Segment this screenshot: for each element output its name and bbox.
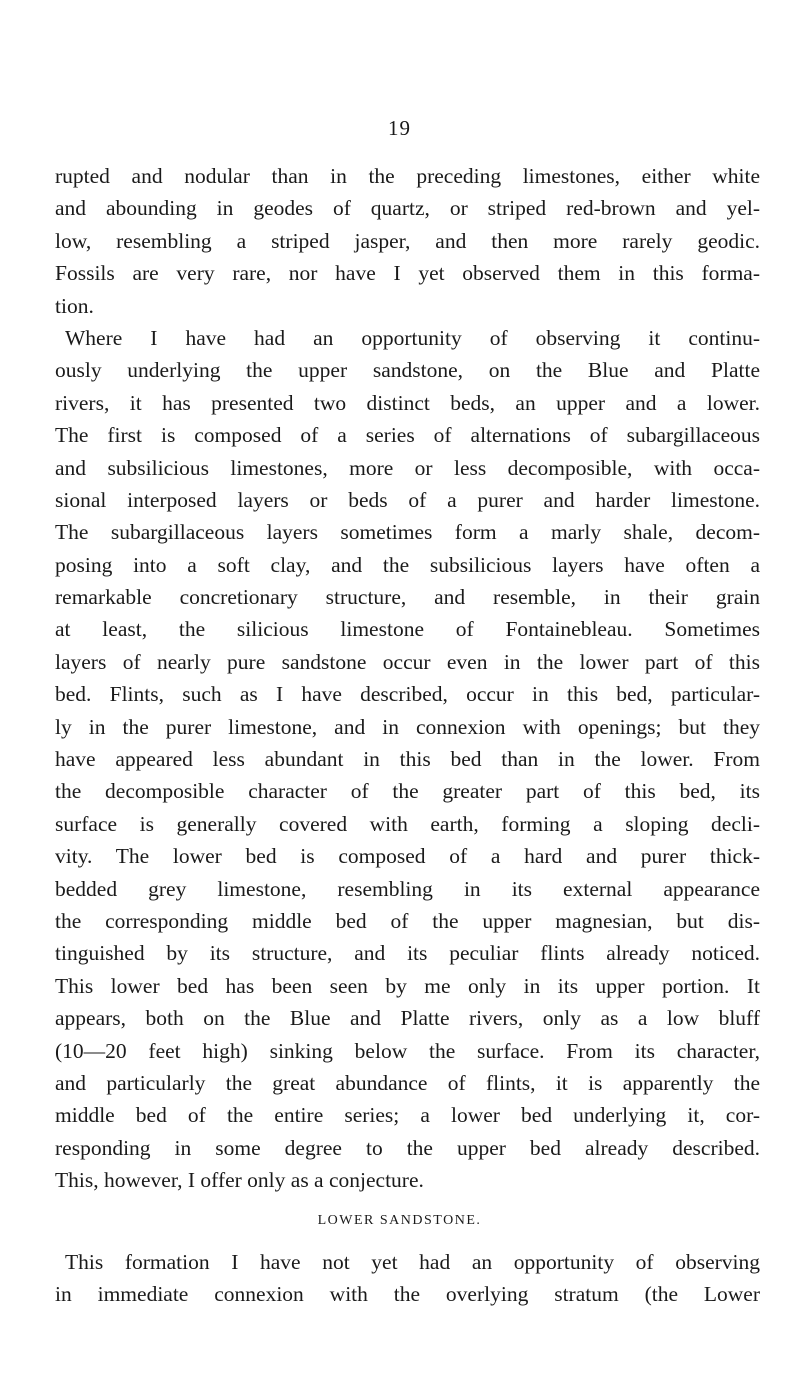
text-line: bedded grey limestone, resembling in its external appearance (55, 876, 760, 901)
text-line: rupted and nodular than in the preceding limestones, either white (55, 164, 760, 188)
text-line: at least, the silicious limestone of Fontainebleau. Sometimes (55, 617, 760, 642)
text-line: rivers, it has presented two distinct beds, an upper and a lower. (55, 390, 760, 415)
paragraph-continuation (55, 160, 760, 322)
text-line: This lower bed has been seen by me only in its upper portion. It (55, 973, 760, 998)
text-line: and abounding in geodes of quartz, or striped red-brown and yel- (55, 196, 760, 221)
body-text-block (55, 160, 760, 1197)
text-line: ly in the purer limestone, and in connexion with openings; but they (55, 714, 760, 739)
text-line: bed. Flints, such as I have described, occur in this bed, particular- (55, 682, 760, 707)
text-line: posing into a soft clay, and the subsilicious layers have often a (55, 552, 760, 577)
text-line: surface is generally covered with earth, forming a sloping decli- (55, 811, 760, 836)
text-line: vity. The lower bed is composed of a hard and purer thick- (55, 844, 760, 869)
text-line: in immediate connexion with the overlying stratum (the Lower (55, 1282, 760, 1307)
text-line: This formation I have not yet had an opportunity of observing (65, 1250, 760, 1274)
text-line: (10—20 feet high) sinking below the surface. From its character, (55, 1038, 760, 1063)
text-line: remarkable concretionary structure, and resemble, in their grain (55, 585, 760, 610)
text-line: appears, both on the Blue and Platte rivers, only as a low bluff (55, 1006, 760, 1031)
text-line: The subargillaceous layers sometimes form a marly shale, decom- (55, 520, 760, 545)
text-line: the corresponding middle bed of the upper magnesian, but dis- (55, 908, 760, 933)
text-line: Where I have had an opportunity of observing it continu- (65, 325, 760, 350)
text-line: ously underlying the upper sandstone, on the Blue and Platte (55, 358, 760, 383)
text-line: have appeared less abundant in this bed than in the lower. From (55, 747, 760, 772)
text-line: the decomposible character of the greater part of this bed, its (55, 779, 760, 804)
body-text-block-2 (55, 1246, 760, 1311)
text-line: Fossils are very rare, nor have I yet observed them in this forma- (55, 261, 760, 286)
text-line: responding in some degree to the upper bed already described. (55, 1135, 760, 1160)
text-line: The first is composed of a series of alternations of subargillaceous (55, 423, 760, 448)
section-heading: LOWER SANDSTONE. (317, 1213, 482, 1228)
paragraph-beds-description (55, 322, 760, 1197)
text-line: layers of nearly pure sandstone occur even in the lower part of this (55, 649, 760, 674)
text-line: middle bed of the entire series; a lower bed underlying it, cor- (55, 1103, 760, 1128)
text-line: This, however, I offer only as a conjecture. (55, 1168, 424, 1193)
text-line: tinguished by its structure, and its peculiar flints already noticed. (55, 941, 760, 966)
text-line: sional interposed layers or beds of a purer and harder limestone. (55, 487, 760, 512)
text-line: tion. (55, 293, 94, 318)
text-line: and particularly the great abundance of flints, it is apparently the (55, 1070, 760, 1095)
page-number: 19 (388, 116, 411, 140)
text-line: low, resembling a striped jasper, and then more rarely geodic. (55, 228, 760, 253)
text-line: and subsilicious limestones, more or less decomposible, with occa- (55, 455, 760, 480)
